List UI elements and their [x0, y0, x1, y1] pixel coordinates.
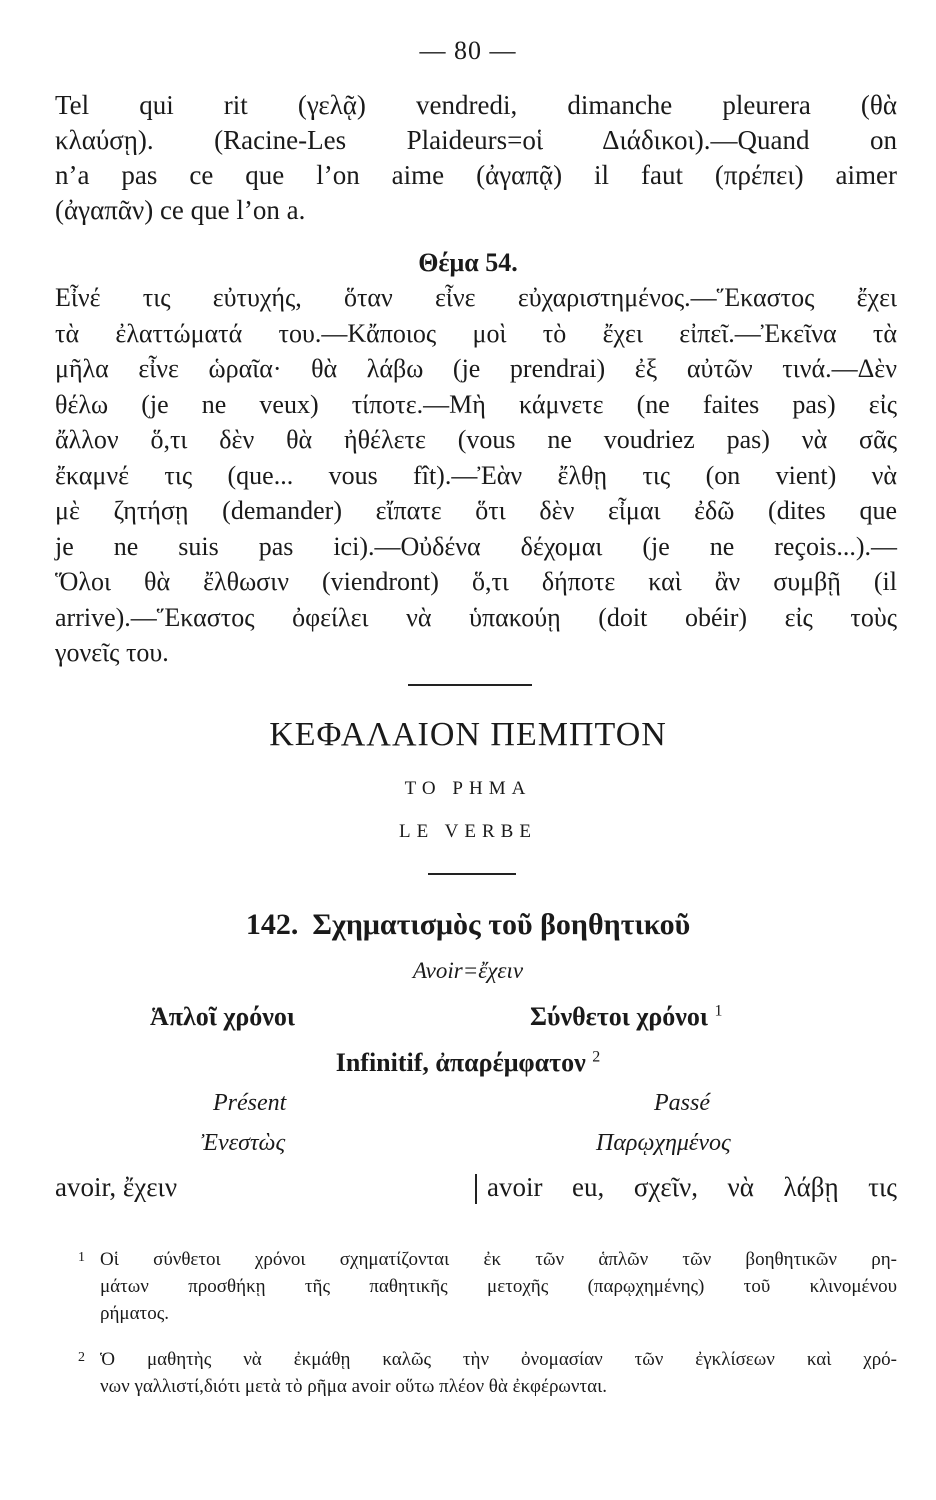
paragraph-quotation — [55, 88, 897, 228]
divider — [428, 873, 516, 875]
present-form: avoir, ἔχειν — [55, 1172, 178, 1202]
compound-tenses-label: Σύνθετοι χρόνοι — [530, 1002, 708, 1031]
text-line: Tel qui rit (γελᾷ) vendredi, dimanche pleurera (θὰ — [55, 90, 897, 120]
footnote-ref: 2 — [592, 1048, 601, 1066]
infinitive-label: Infinitif, ἀπαρέμφατον — [335, 1048, 586, 1077]
paragraph-exercise — [55, 280, 897, 671]
footnote-line: Ὁ μαθητὴς νὰ ἐκμάθῃ καλῶς τὴν ὀνομασίαν τῶν ἐγκλίσεων καὶ χρό- — [100, 1349, 897, 1370]
text-line: (ἀγαπᾶν) ce que l’on a. — [55, 195, 306, 225]
footnote-mark: 2 — [78, 1350, 85, 1365]
footnote-ref: 1 — [714, 1002, 723, 1020]
footnote-2 — [78, 1346, 897, 1400]
text-line: n’a pas ce que l’on aime (ἀγαπᾷ) il faut (πρέπει) aimer — [55, 160, 897, 190]
text-line: μῆλα εἶνε ὡραῖα· θὰ λάβω (je prendrai) ἐξ αὐτῶν τινά.—Δὲν — [55, 354, 897, 383]
text-line: Ὅλοι θὰ ἔλθωσιν (viendront) ὅ,τι δήποτε καὶ ἂν συμβῇ (il — [55, 567, 897, 596]
theme-title: Θέμα 54. — [418, 248, 518, 277]
footnote-line: νων γαλλιστί,διότι μετὰ τὸ ρῆμα avoir οὕτω πλέον θὰ ἐκφέρωνται. — [100, 1376, 607, 1397]
divider — [408, 684, 532, 686]
footnote-line: Οἱ σύνθετοι χρόνοι σχηματίζονται ἐκ τῶν ἁπλῶν τῶν βοηθητικῶν ρη- — [100, 1249, 897, 1270]
footnote-line: ρήματος. — [100, 1303, 169, 1324]
text-line: ἄλλον ὅ,τι δὲν θὰ ἠθέλετε (vous ne voudriez pas) νὰ σᾶς — [55, 425, 897, 454]
chapter-subtitle-french: LE VERBE — [399, 821, 537, 842]
passe-form: avoir eu, σχεῖν, νὰ λάβῃ τις — [487, 1172, 897, 1202]
chapter-subtitle-greek: ΤΟ ΡΗΜΑ — [404, 778, 532, 799]
simple-tenses-header: Ἁπλοῖ χρόνοι — [150, 1002, 295, 1031]
infinitive-heading — [0, 1048, 936, 1078]
compound-tenses-header — [530, 1002, 722, 1032]
footnote-mark: 1 — [78, 1250, 85, 1265]
text-line: γονεῖς του. — [55, 638, 169, 667]
footnote-1 — [78, 1246, 897, 1327]
present-label-fr: Présent — [213, 1090, 287, 1116]
text-line: arrive).—Ἕκαστος ὀφείλει νὰ ὑπακούῃ (doit obéir) εἰς τοὺς — [55, 602, 897, 632]
text-line: je ne suis pas ici).—Οὐδένα δέχομαι (je ne reçois...).— — [55, 531, 897, 561]
bracket-bar — [475, 1174, 477, 1204]
present-label-gr: Ἐνεστὼς — [201, 1130, 286, 1156]
text-line: τὰ ἐλαττώματά του.—Κἄποιος μοὶ τὸ ἔχει εἰπεῖ.—Ἐκεῖνα τὰ — [55, 318, 897, 348]
footnote-line: μάτων προσθήκῃ τῆς παθητικῆς μετοχῆς (παρῳχημένης) τοῦ κλινομένου — [100, 1276, 897, 1297]
text-line: μὲ ζητήσῃ (demander) εἴπατε ὅτι δὲν εἶμαι ἐδῶ (dites que — [55, 496, 897, 525]
section-number: 142. — [245, 908, 299, 941]
passe-label-gr: Παρῳχημένος — [596, 1130, 731, 1156]
text-line: κλαύσῃ). (Racine-Les Plaideurs=οἱ Διάδικοι).—Quand on — [55, 125, 897, 155]
text-line: θέλω (je ne veux) τίποτε.—Μὴ κάμνετε (ne faites pas) εἰς — [55, 389, 897, 419]
avoir-heading: Avoir=ἔχειν — [412, 958, 524, 983]
section-heading — [0, 908, 936, 942]
section-title: Σχηματισμὸς τοῦ βοηθητικοῦ — [312, 908, 691, 941]
text-line: Εἶνέ τις εὐτυχής, ὅταν εἶνε εὐχαριστημένος.—Ἕκαστος ἔχει — [55, 283, 897, 312]
chapter-title: ΚΕΦΑΛΑΙΟΝ ΠΕΜΠΤΟΝ — [269, 716, 667, 753]
page-number: — 80 — — [419, 36, 517, 65]
text-line: ἔκαμνέ τις (que... vous fît).—Ἐὰν ἔλθῃ τις (on vient) νὰ — [55, 460, 897, 490]
passe-label-fr: Passé — [654, 1090, 710, 1116]
